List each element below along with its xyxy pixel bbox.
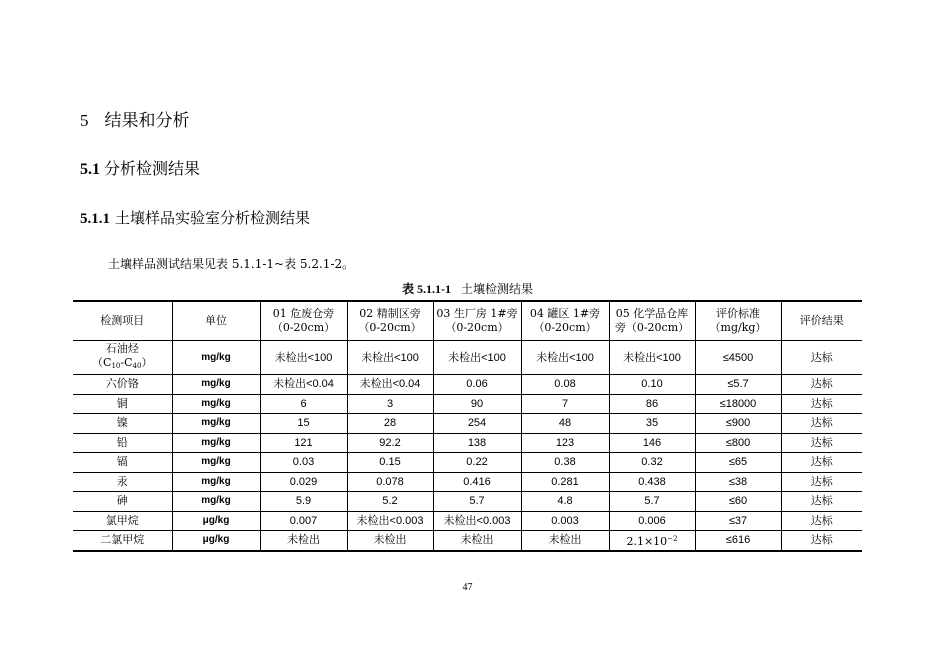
standard-cell: ≤900 bbox=[695, 414, 781, 434]
item-cell: 砷 bbox=[73, 492, 172, 512]
value-cell: 3 bbox=[347, 394, 433, 414]
table-row bbox=[73, 414, 862, 434]
value-cell: 0.06 bbox=[433, 375, 521, 395]
unit-cell: μg/kg bbox=[172, 511, 260, 531]
header-cell: 评价结果 bbox=[781, 301, 862, 341]
table-caption-number: 表 5.1.1-1 bbox=[401, 282, 451, 296]
table-row bbox=[73, 341, 862, 375]
value-cell: 0.007 bbox=[260, 511, 347, 531]
value-cell: 92.2 bbox=[347, 433, 433, 453]
value-cell: 5.9 bbox=[260, 492, 347, 512]
value-cell: 未检出<0.003 bbox=[433, 511, 521, 531]
section-heading-5 bbox=[80, 106, 190, 131]
result-cell: 达标 bbox=[781, 511, 862, 531]
unit-cell: μg/kg bbox=[172, 531, 260, 551]
item-cell: 镉 bbox=[73, 453, 172, 473]
value-cell: 5.7 bbox=[609, 492, 695, 512]
value-cell: 0.08 bbox=[521, 375, 609, 395]
header-cell: 01 危废仓旁 （0-20cm） bbox=[260, 301, 347, 341]
value-cell: 0.029 bbox=[260, 472, 347, 492]
value-cell: 未检出 bbox=[260, 531, 347, 551]
subsubsection-number: 5.1.1 bbox=[80, 211, 110, 227]
item-cell: 汞 bbox=[73, 472, 172, 492]
result-cell: 达标 bbox=[781, 472, 862, 492]
unit-cell: mg/kg bbox=[172, 492, 260, 512]
value-cell: 28 bbox=[347, 414, 433, 434]
section-number: 5 bbox=[80, 111, 89, 130]
value-cell: 未检出<100 bbox=[347, 341, 433, 375]
unit-cell: mg/kg bbox=[172, 414, 260, 434]
table-caption bbox=[0, 280, 935, 297]
value-cell: 123 bbox=[521, 433, 609, 453]
value-cell: 90 bbox=[433, 394, 521, 414]
table-row bbox=[73, 472, 862, 492]
table-header-row bbox=[73, 301, 862, 341]
value-cell: 15 bbox=[260, 414, 347, 434]
result-cell: 达标 bbox=[781, 414, 862, 434]
value-cell: 未检出<100 bbox=[260, 341, 347, 375]
value-cell: 35 bbox=[609, 414, 695, 434]
value-cell: 未检出<0.003 bbox=[347, 511, 433, 531]
item-cell: 六价铬 bbox=[73, 375, 172, 395]
item-cell: 石油烃 $(C_{10}-C_{40})$ bbox=[73, 341, 172, 375]
standard-cell: ≤37 bbox=[695, 511, 781, 531]
subsubsection-heading-5-1-1 bbox=[80, 207, 310, 228]
header-cell: 单位 bbox=[172, 301, 260, 341]
value-cell: 0.32 bbox=[609, 453, 695, 473]
table-row bbox=[73, 453, 862, 473]
standard-cell: ≤65 bbox=[695, 453, 781, 473]
value-cell: 0.03 bbox=[260, 453, 347, 473]
unit-cell: mg/kg bbox=[172, 375, 260, 395]
value-cell: 未检出 bbox=[347, 531, 433, 551]
value-cell: 5.7 bbox=[433, 492, 521, 512]
header-cell: 02 精制区旁 （0-20cm） bbox=[347, 301, 433, 341]
result-cell: 达标 bbox=[781, 531, 862, 551]
value-cell: 0.15 bbox=[347, 453, 433, 473]
result-cell: 达标 bbox=[781, 492, 862, 512]
value-cell: 未检出<100 bbox=[609, 341, 695, 375]
value-cell: 0.22 bbox=[433, 453, 521, 473]
standard-cell: ≤60 bbox=[695, 492, 781, 512]
value-cell: 未检出<100 bbox=[521, 341, 609, 375]
value-cell: 86 bbox=[609, 394, 695, 414]
result-cell: 达标 bbox=[781, 433, 862, 453]
value-cell: 121 bbox=[260, 433, 347, 453]
value-cell: 6 bbox=[260, 394, 347, 414]
subsection-title: 分析检测结果 bbox=[104, 159, 201, 178]
value-cell: 0.078 bbox=[347, 472, 433, 492]
soil-results-table bbox=[73, 300, 862, 552]
unit-cell: mg/kg bbox=[172, 394, 260, 414]
item-cell: 铜 bbox=[73, 394, 172, 414]
result-cell: 达标 bbox=[781, 341, 862, 375]
unit-cell: mg/kg bbox=[172, 472, 260, 492]
intro-paragraph: 土壤样品测试结果见表 5.1.1-1~表 5.2.1-2。 bbox=[108, 257, 355, 271]
value-cell: 146 bbox=[609, 433, 695, 453]
table-row bbox=[73, 433, 862, 453]
table-caption-text: 土壤检测结果 bbox=[460, 282, 533, 296]
standard-cell: ≤38 bbox=[695, 472, 781, 492]
value-cell: 未检出<0.04 bbox=[260, 375, 347, 395]
value-cell: 未检出 bbox=[433, 531, 521, 551]
subsection-heading-5-1 bbox=[80, 156, 200, 179]
standard-cell: ≤616 bbox=[695, 531, 781, 551]
page-number: 47 bbox=[462, 582, 473, 593]
result-cell: 达标 bbox=[781, 453, 862, 473]
header-cell: 检测项目 bbox=[73, 301, 172, 341]
value-cell: 未检出<0.04 bbox=[347, 375, 433, 395]
table-row bbox=[73, 375, 862, 395]
unit-cell: mg/kg bbox=[172, 453, 260, 473]
standard-cell: ≤800 bbox=[695, 433, 781, 453]
item-cell: 镍 bbox=[73, 414, 172, 434]
section-title: 结果和分析 bbox=[104, 111, 190, 131]
unit-cell: mg/kg bbox=[172, 433, 260, 453]
value-cell: 254 bbox=[433, 414, 521, 434]
value-cell: 48 bbox=[521, 414, 609, 434]
header-cell: 05 化学品仓库 旁（0-20cm） bbox=[609, 301, 695, 341]
result-cell: 达标 bbox=[781, 375, 862, 395]
item-cell: 铅 bbox=[73, 433, 172, 453]
table-row bbox=[73, 492, 862, 512]
standard-cell: ≤18000 bbox=[695, 394, 781, 414]
unit-cell: mg/kg bbox=[172, 341, 260, 375]
header-cell: 04 罐区 1#旁 （0-20cm） bbox=[521, 301, 609, 341]
header-cell: 03 生厂房 1#旁 （0-20cm） bbox=[433, 301, 521, 341]
value-cell: $2.1\times 10^{-2}$ bbox=[609, 531, 695, 551]
value-cell: 0.438 bbox=[609, 472, 695, 492]
value-cell: 138 bbox=[433, 433, 521, 453]
item-cell: 二氯甲烷 bbox=[73, 531, 172, 551]
value-cell: 0.281 bbox=[521, 472, 609, 492]
value-cell: 未检出 bbox=[521, 531, 609, 551]
item-cell: 氯甲烷 bbox=[73, 511, 172, 531]
standard-cell: ≤4500 bbox=[695, 341, 781, 375]
value-cell: 0.006 bbox=[609, 511, 695, 531]
value-cell: 0.003 bbox=[521, 511, 609, 531]
table-row bbox=[73, 511, 862, 531]
value-cell: 0.416 bbox=[433, 472, 521, 492]
table-row bbox=[73, 394, 862, 414]
value-cell: 未检出<100 bbox=[433, 341, 521, 375]
result-cell: 达标 bbox=[781, 394, 862, 414]
value-cell: 4.8 bbox=[521, 492, 609, 512]
subsubsection-title: 土壤样品实验室分析检测结果 bbox=[115, 209, 311, 227]
value-cell: 0.38 bbox=[521, 453, 609, 473]
table-row bbox=[73, 531, 862, 551]
header-cell: 评价标准 （mg/kg） bbox=[695, 301, 781, 341]
value-cell: 7 bbox=[521, 394, 609, 414]
value-cell: 0.10 bbox=[609, 375, 695, 395]
value-cell: 5.2 bbox=[347, 492, 433, 512]
subsection-number: 5.1 bbox=[80, 161, 100, 178]
standard-cell: ≤5.7 bbox=[695, 375, 781, 395]
